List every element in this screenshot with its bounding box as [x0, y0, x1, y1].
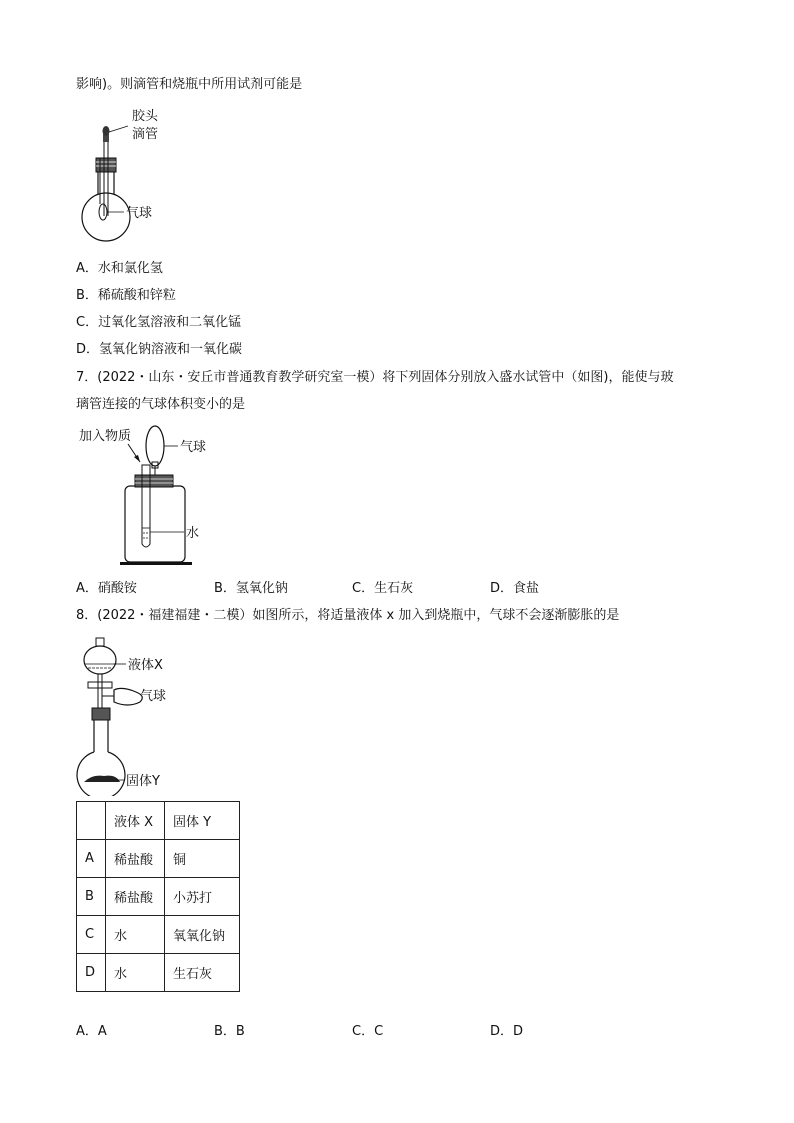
- q6-stem-tail: 影响)。则滴管和烧瓶中所用试剂可能是: [76, 77, 303, 92]
- q6-option-c: C．过氧化氢溶液和二氧化锰: [76, 315, 242, 330]
- label-dropper-1: 胶头: [132, 109, 159, 124]
- table-row: [77, 878, 240, 916]
- table-cell: 水: [106, 954, 165, 992]
- funnel-bulb: [84, 646, 116, 674]
- q7-option-c: C．生石灰: [352, 581, 414, 596]
- q6-option-b: B．稀硫酸和锌粒: [76, 288, 176, 303]
- table-cell: D: [77, 954, 106, 992]
- q8-option-b: B．B: [214, 1024, 245, 1039]
- stopper: [92, 708, 110, 720]
- table-cell: 水: [106, 916, 165, 954]
- q8-apparatus-figure: [76, 630, 206, 796]
- table-cell: 生石灰: [165, 954, 240, 992]
- table-cell: C: [77, 916, 106, 954]
- bottle: [125, 486, 185, 562]
- q7-apparatus-figure: [76, 420, 236, 570]
- q8-option-a: A．A: [76, 1024, 107, 1039]
- table-header-row: [77, 802, 240, 840]
- table-cell: 液体 X: [106, 802, 165, 840]
- stopper: [135, 475, 173, 487]
- label-water: 水: [186, 526, 200, 541]
- label-balloon: 气球: [180, 440, 207, 455]
- table-cell: 稀盐酸: [106, 840, 165, 878]
- q8-choice-table: [76, 801, 240, 992]
- q6-apparatus-figure: [76, 104, 196, 250]
- table-cell: B: [77, 878, 106, 916]
- balloon-shape: [146, 426, 164, 466]
- balloon-shape: [99, 204, 107, 220]
- label-balloon: 气球: [126, 206, 153, 221]
- table-cell: [77, 802, 106, 840]
- table-row: [77, 840, 240, 878]
- table-cell: 稀盐酸: [106, 878, 165, 916]
- q7-option-d: D．食盐: [490, 581, 540, 596]
- q6-option-d: D．氢氧化钠溶液和一氧化碳: [76, 342, 243, 357]
- balloon-shape: [114, 688, 142, 705]
- solid-y: [84, 776, 120, 782]
- q7-stem-line1: 7．(2022・山东・安丘市普通教育教学研究室一模）将下列固体分别放入盛水试管中（如图)，能使与玻: [76, 370, 674, 385]
- label-add-substance: 加入物质: [79, 429, 132, 444]
- stopcock: [88, 682, 112, 688]
- table-row: [77, 916, 240, 954]
- label-balloon: 气球: [140, 689, 167, 704]
- label-solid-y: 固体Y: [126, 774, 160, 789]
- table-cell: 铜: [165, 840, 240, 878]
- q7-stem-line2: 璃管连接的气球体积变小的是: [76, 397, 246, 412]
- label-liquid-x: 液体X: [128, 658, 163, 673]
- table-row: [77, 954, 240, 992]
- q7-option-b: B．氢氧化钠: [214, 581, 288, 596]
- q6-option-a: A．水和氯化氢: [76, 261, 163, 276]
- table-cell: 小苏打: [165, 878, 240, 916]
- label-dropper-2: 滴管: [132, 127, 159, 142]
- table-cell: A: [77, 840, 106, 878]
- dropper-bulb: [103, 126, 110, 136]
- stopper: [96, 158, 116, 172]
- table-cell: 固体 Y: [165, 802, 240, 840]
- flask-bulb: [77, 752, 125, 796]
- q8-stem: 8．(2022・福建福建・二模）如图所示，将适量液体 x 加入到烧瓶中，气球不会逐渐膨胀的是: [76, 608, 620, 623]
- q8-option-d: D．D: [490, 1024, 524, 1039]
- q8-option-c: C．C: [352, 1024, 384, 1039]
- table-cell: 氧氧化钠: [165, 916, 240, 954]
- q7-option-a: A．硝酸铵: [76, 581, 137, 596]
